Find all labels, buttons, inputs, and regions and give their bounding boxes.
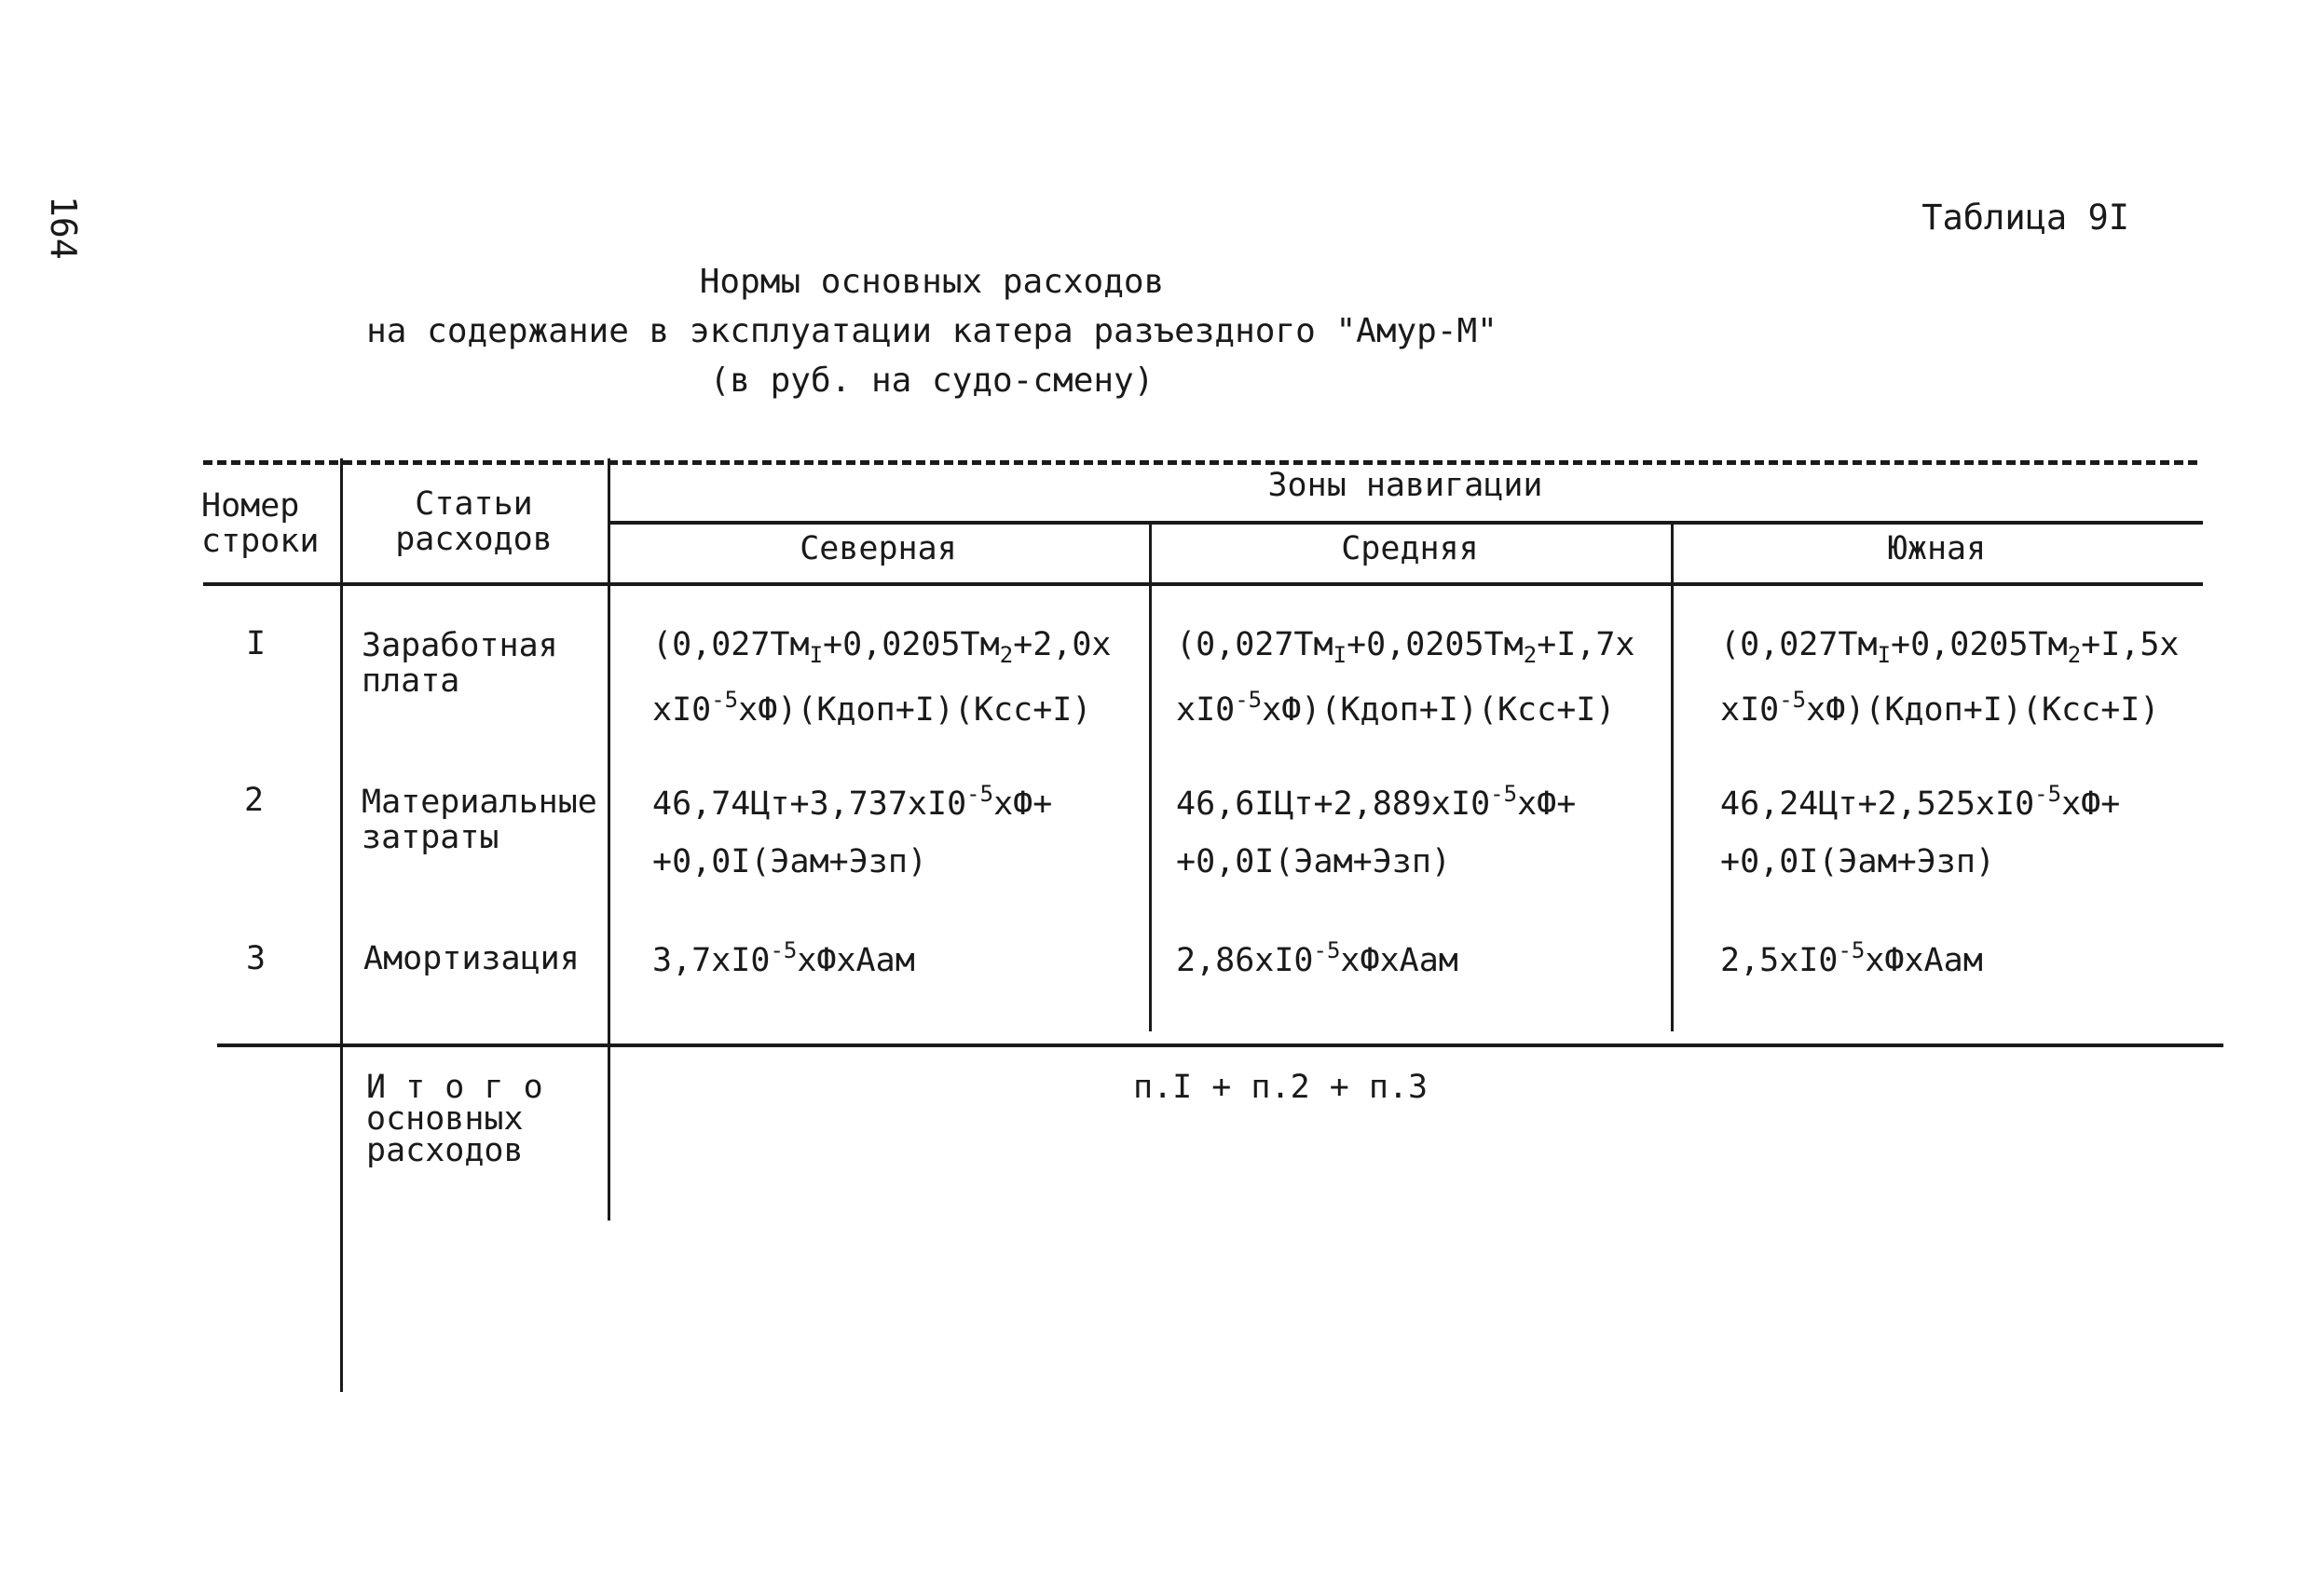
total-formula: п.I + п.2 + п.3 [1133,1069,1429,1106]
col-divider-1 [340,458,343,1392]
totals-top-rule [217,1044,2223,1047]
row-1-middle-line-2: $хI0^{-5}хФ)(Кдоп+I)(Ксс+I)$ [1176,687,1616,729]
row-2-north-line-1: $46,74Цт+3,737хI0^{-5}хФ+$ [652,781,1053,823]
row-1-north-line-2: $хI0^{-5}хФ)(Кдоп+I)(Ксс+I)$ [652,687,1092,729]
row-2-north-line-2: +0,0I(Эам+Эзп) [652,843,928,880]
table-title-line-1: Нормы основных расходов [699,263,1165,301]
row-1-south-line-1: ($0,027Тм_I+0,0205Тм_2+I,5х$ [1720,626,2180,668]
row-1-middle-line-1: ($0,027Тм_I+0,0205Тм_2+I,7х$ [1176,626,1635,668]
table-title-line-3: (в руб. на судо-смену) [709,361,1155,400]
table-title-line-2: на содержание в эксплуатации катера разъездного "Амур-М" [366,312,1497,350]
row-1-south-line-2: $хI0^{-5}хФ)(Кдоп+I)(Ксс+I)$ [1720,687,2160,729]
col-divider-3 [1149,521,1152,1031]
row-3-north: $3,7хI0^{-5}хФхАам$ [652,937,915,979]
header-row-number: Номер строки [201,487,320,560]
row-2-middle-line-1: $46,6IЦт+2,889хI0^{-5}хФ+$ [1176,781,1577,823]
row-3-south: $2,5хI0^{-5}хФхАам$ [1720,937,1983,979]
row-2-item: Материальные затраты [362,784,597,856]
total-label: И т о г о основных расходов [366,1069,543,1169]
header-bottom-rule [203,582,2203,586]
table-label: Таблица 9I [1921,198,2129,238]
header-zone-north: Северная [800,530,957,567]
row-2-middle-line-2: +0,0I(Эам+Эзп) [1176,843,1452,880]
page-number: 164 [43,196,84,260]
header-items: Статьи расходов [395,485,553,558]
row-3-item: Амортизация [363,940,580,977]
table-top-rule [203,460,2197,465]
row-3-middle: $2,86хI0^{-5}хФхАам$ [1176,937,1458,979]
col-divider-2 [608,458,610,1221]
zones-group-rule [608,521,2203,525]
row-2-south-line-1: $46,24Цт+2,525хI0^{-5}хФ+$ [1720,781,2121,823]
row-2-number: 2 [244,782,265,819]
header-zone-south: Южная [1887,530,1987,567]
row-1-north-line-1: ($0,027Тм_I+0,0205Тм_2+2,0х$ [652,626,1112,668]
header-zones-group: Зоны навигации [1267,467,1543,504]
row-3-number: 3 [246,940,267,977]
row-1-item: Заработная плата [362,627,558,700]
header-zone-middle: Средняя [1341,530,1479,567]
row-1-number: I [246,625,267,662]
col-divider-4 [1671,521,1674,1031]
row-2-south-line-2: +0,0I(Эам+Эзп) [1720,843,1996,880]
